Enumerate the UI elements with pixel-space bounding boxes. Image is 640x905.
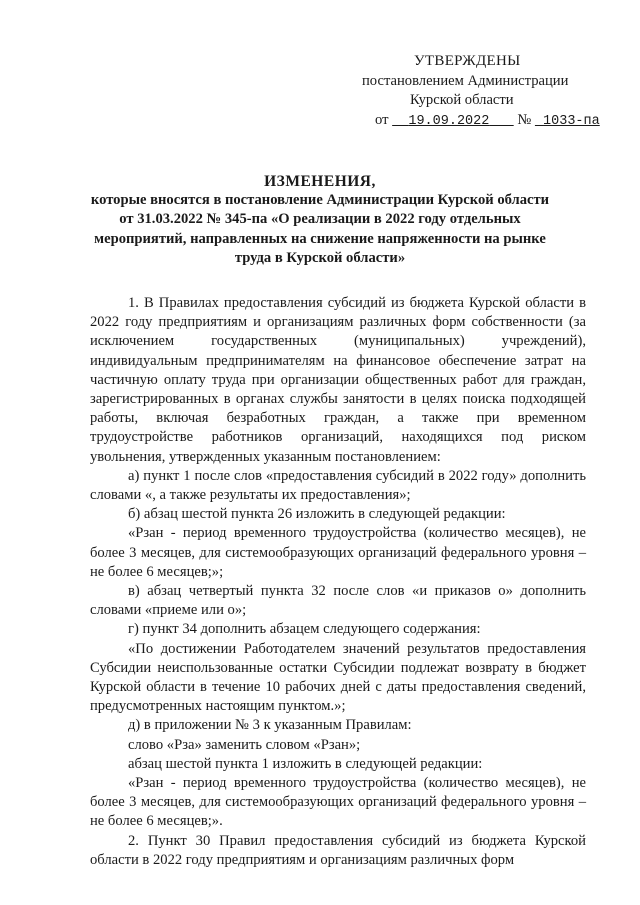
number-prefix: № xyxy=(517,111,532,128)
paragraph-b: б) абзац шестой пункта 26 изложить в следующей редакции: xyxy=(128,506,506,523)
paragraph-d: д) в приложении № 3 к указанным Правилам: xyxy=(128,717,412,734)
paragraph-d-word: слово «Рза» заменить словом «Рзан»; xyxy=(128,736,361,753)
paragraph-2: 2. Пункт 30 Правил предоставления субсидий из бюджета Курской области в 2022 году предприятиям и организациям различных форм xyxy=(90,832,586,868)
approval-stamp xyxy=(360,52,600,131)
approval-title: УТВЕРЖДЕНЫ xyxy=(414,53,521,69)
title-line-1: которые вносятся в постановление Администрации Курской области xyxy=(90,192,550,209)
paragraph-d-quote: «Рзан - период временного трудоустройства (количество месяцев), не более 3 месяцев, для системообразующих организаций федерального уровня – не более 6 месяцев;». xyxy=(90,775,586,830)
paragraph-g-quote: «По достижении Работодателем значений результатов предоставления Субсидии неиспользованные остатки Субсидии подлежат возврату в бюджет Курской области в течение 10 рабочих дней с даты предоставления сведений, предусмотренных настоящим пунктом.»; xyxy=(90,640,586,715)
approval-date-number xyxy=(360,111,600,132)
approval-number: 1033-па xyxy=(543,113,600,129)
paragraph-1: 1. В Правилах предоставления субсидий из бюджета Курской области в 2022 году предприятиям и организациям различных форм собственности (за исключением государственных (муниципальных) учреждений), индивидуальным предпринимателям на финансовое обеспечение затрат на частичную оплату труда при организации общественных работ для граждан, зарегистрированных в органах службы занятости в целях поиска подходящей работы, включая безработных граждан, а также при временном трудоустройстве работников организаций, находящихся под риском увольнения, утвержденных указанным постановлением: xyxy=(90,295,586,465)
title-line-4: труда в Курской области» xyxy=(234,249,406,266)
approval-issuer: постановлением Администрации xyxy=(362,72,569,89)
paragraph-d-abzac: абзац шестой пункта 1 изложить в следующей редакции: xyxy=(128,755,483,772)
approval-date: 19.09.2022 xyxy=(408,113,490,129)
document-title xyxy=(60,172,580,268)
date-prefix: от xyxy=(375,111,389,128)
paragraph-a: а) пункт 1 после слов «предоставления субсидий в 2022 году» дополнить словами «, а также результаты их предоставления»; xyxy=(90,467,586,504)
paragraph-g: г) пункт 34 дополнить абзацем следующего содержания: xyxy=(128,621,481,638)
document-body xyxy=(90,294,586,870)
paragraph-v: в) абзац четвертый пункта 32 после слов «и приказов о» дополнить словами «приеме или о»; xyxy=(90,583,586,619)
title-line-2: от 31.03.2022 № 345-па «О реализации в 2022 году отдельных xyxy=(119,211,521,228)
title-main: ИЗМЕНЕНИЯ, xyxy=(264,173,376,190)
approval-region: Курской области xyxy=(410,92,514,108)
paragraph-b-quote: «Рзан - период временного трудоустройства (количество месяцев), не более 3 месяцев, для системообразующих организаций федерального уровня – не более 6 месяцев;»; xyxy=(90,525,586,580)
title-line-3: мероприятий, направленных на снижение напряженности на рынке xyxy=(94,230,546,247)
